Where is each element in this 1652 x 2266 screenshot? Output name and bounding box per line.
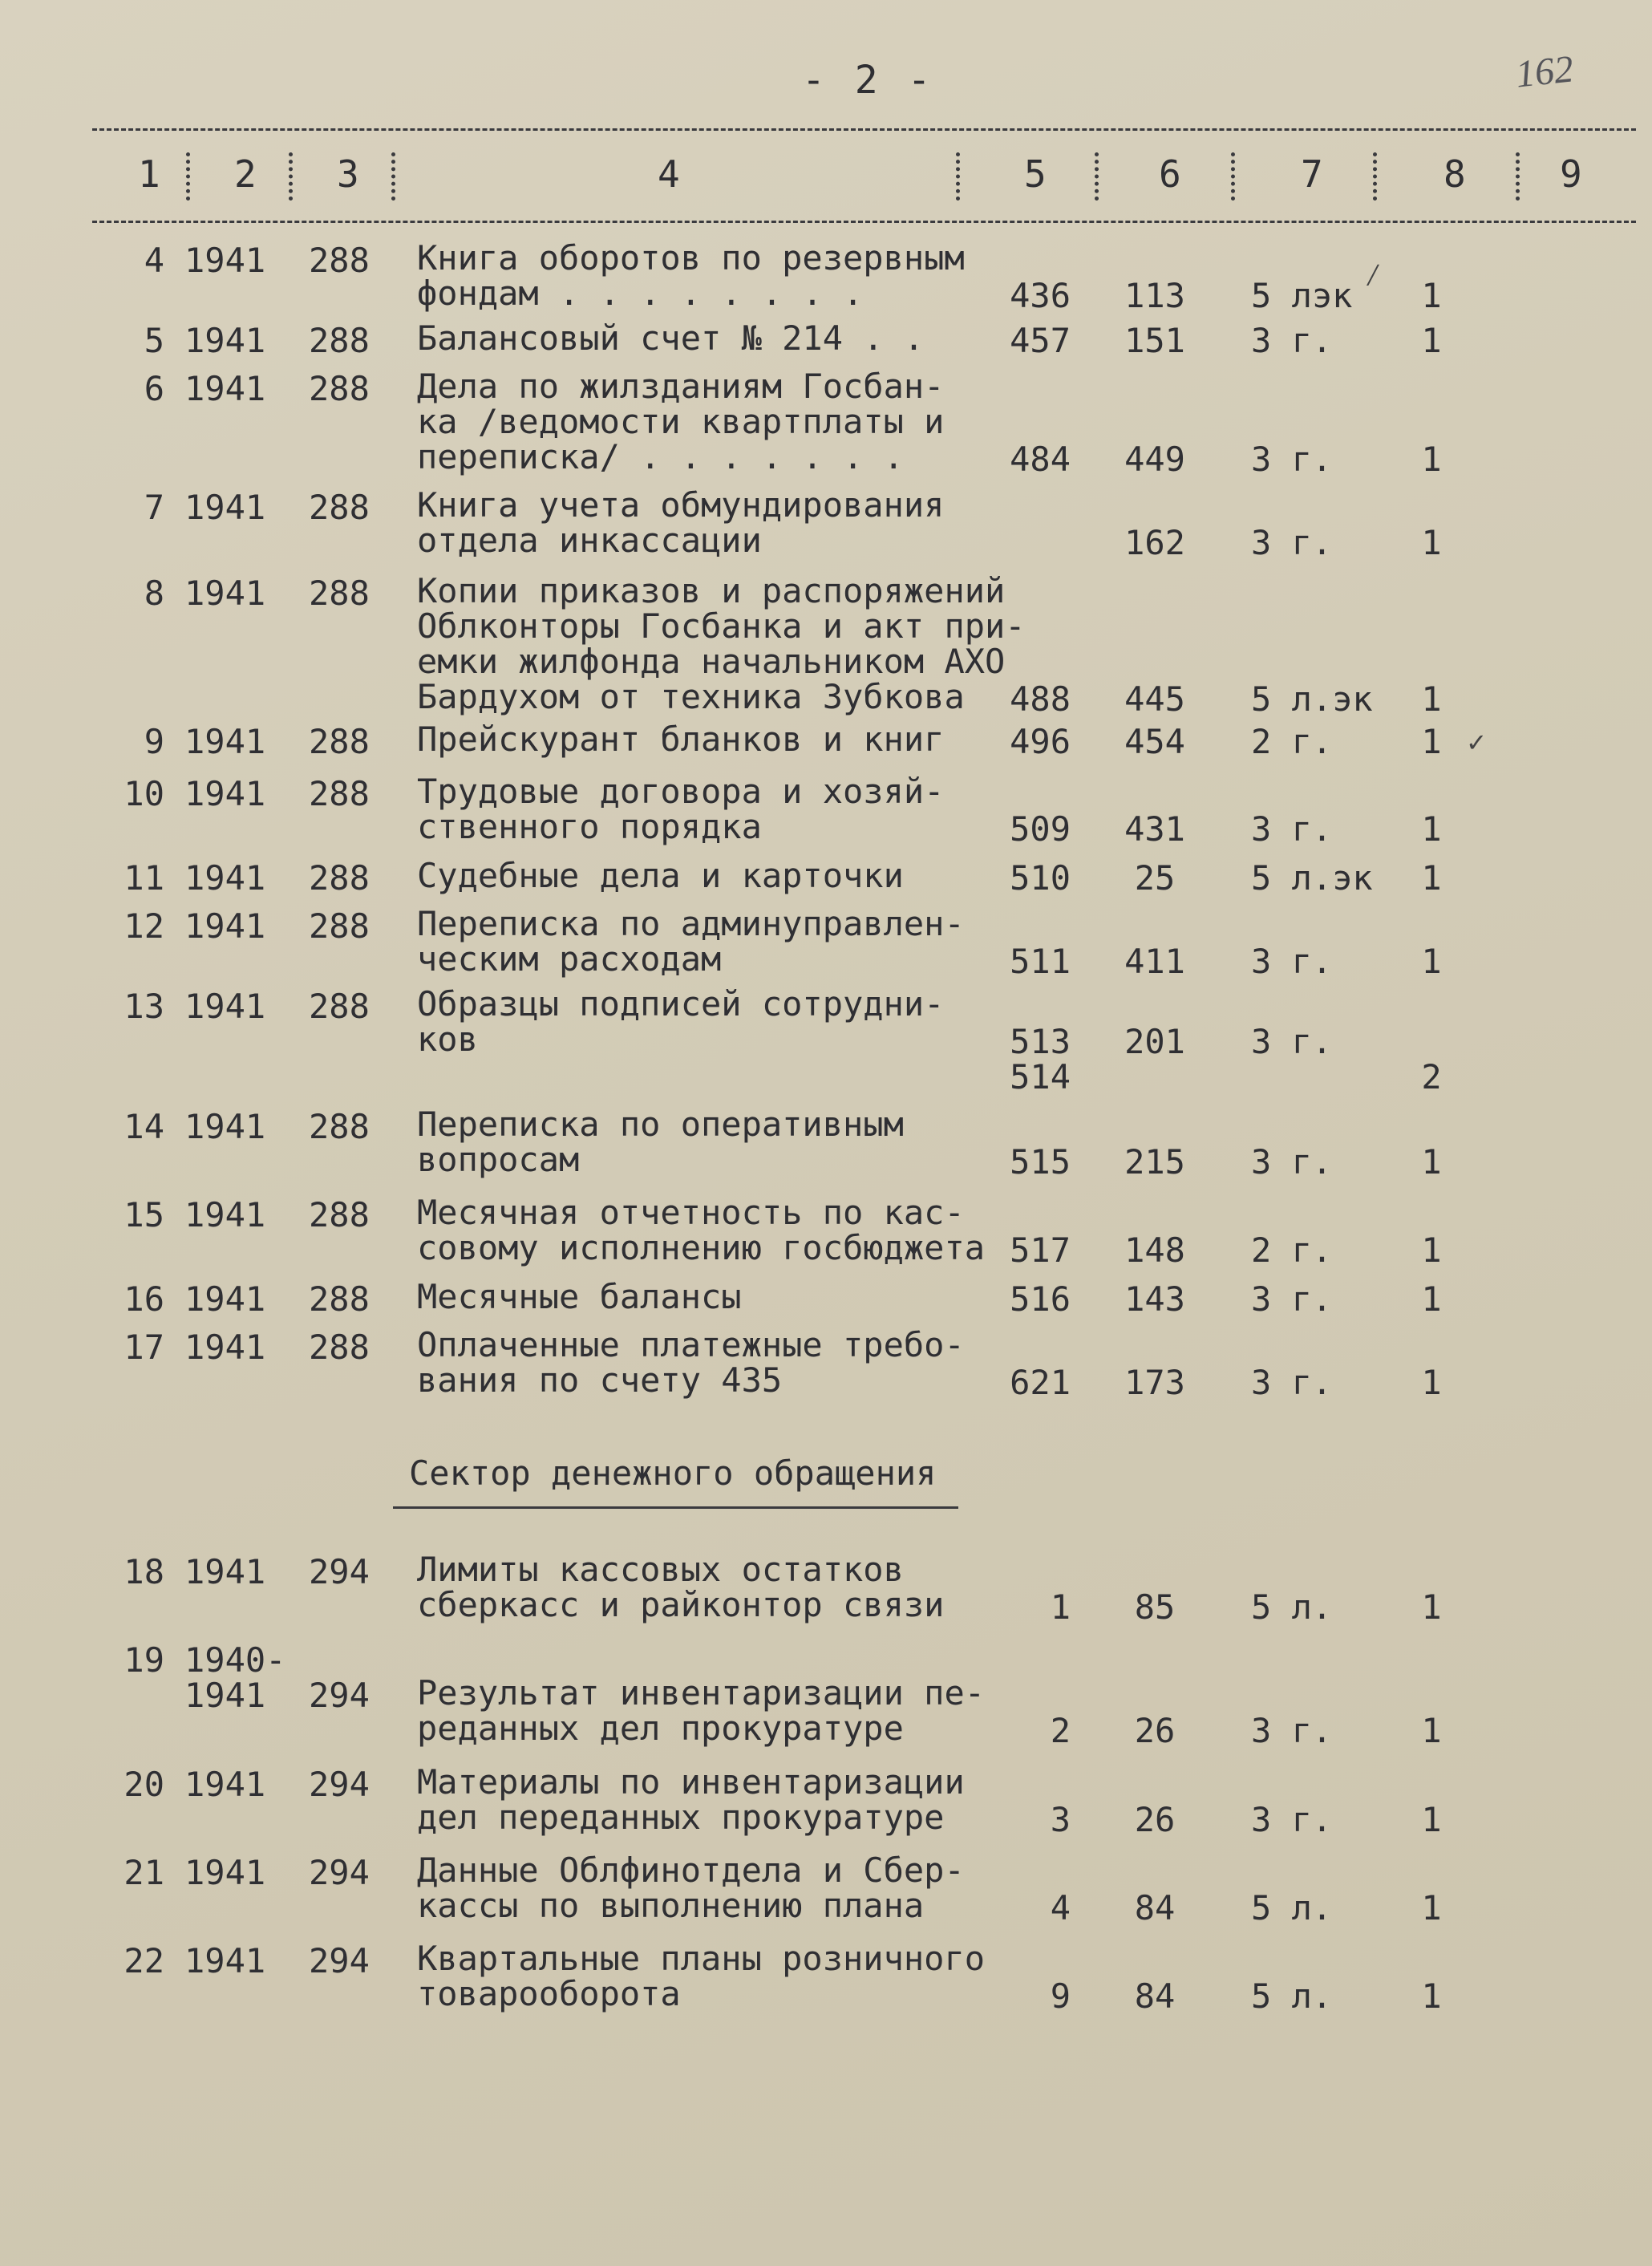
description-line: Дела по жилзданиям Госбан- — [417, 367, 945, 406]
row-number: 21 — [123, 1853, 164, 1892]
row-sheet-count: 201 — [1124, 1022, 1185, 1061]
row-description — [417, 1762, 965, 1837]
row-fond: 294 — [309, 1765, 370, 1804]
row-description — [417, 318, 925, 358]
tick-mark-icon: ⁄ — [1363, 257, 1383, 294]
row-copies: 1 — [1421, 679, 1442, 719]
row-number: 6 — [144, 369, 164, 408]
description-line: Копии приказов и распоряжений — [417, 571, 1006, 610]
row-copies: 1 — [1421, 1800, 1442, 1839]
row-sheet-count: 215 — [1124, 1142, 1185, 1182]
row-retention: 5 л. — [1251, 1888, 1333, 1928]
description-line: ственного порядка — [417, 807, 762, 846]
description-line: Балансовый счет № 214 . . — [417, 318, 925, 358]
row-sheet-start: 513 — [1010, 1022, 1071, 1061]
row-number: 11 — [123, 858, 164, 898]
description-line: Лимиты кассовых остатков — [417, 1550, 904, 1589]
row-sheet-count: 445 — [1124, 679, 1185, 719]
row-sheet-start: 1 — [1050, 1587, 1071, 1627]
header-top-rule — [92, 128, 1636, 131]
header-bottom-rule — [92, 221, 1636, 223]
description-line: товарооборота — [417, 1974, 681, 2013]
row-retention: 3 г. — [1251, 440, 1333, 479]
description-line: емки жилфонда начальником АХО — [417, 642, 1006, 681]
row-description — [417, 1107, 904, 1178]
description-line: Образцы подписей сотрудни- — [417, 984, 945, 1024]
row-year: 1941 — [184, 1941, 266, 1980]
row-description — [417, 1325, 965, 1400]
description-line: Месячные балансы — [417, 1277, 742, 1316]
description-line: Книга оборотов по резервным — [417, 238, 965, 278]
row-number: 5 — [144, 321, 164, 360]
row-number: 15 — [123, 1195, 164, 1234]
row-retention: 3 г. — [1251, 1142, 1333, 1182]
row-sheet-count: 84 — [1134, 1976, 1176, 2016]
column-separator — [289, 152, 293, 201]
row-number: 13 — [123, 987, 164, 1026]
row-retention: 3 г. — [1251, 1279, 1333, 1319]
row-sheet-count: 162 — [1124, 523, 1185, 562]
row-retention: 3 г. — [1251, 523, 1333, 562]
description-line: Данные Облфинотдела и Сбер- — [417, 1850, 965, 1890]
row-description — [417, 1279, 742, 1315]
row-sheet-end: 514 — [1010, 1057, 1071, 1097]
row-fond: 294 — [309, 1676, 370, 1715]
description-line: Квартальные планы розничного — [417, 1939, 986, 1978]
row-copies: 2 — [1421, 1057, 1442, 1097]
row-number: 16 — [123, 1279, 164, 1319]
row-year: 1941 — [184, 241, 266, 280]
row-sheet-count: 85 — [1134, 1587, 1176, 1627]
description-line: совому исполнению госбюджета — [417, 1228, 986, 1267]
row-retention: 5 л. — [1251, 1587, 1333, 1627]
row-sheet-start: 436 — [1010, 276, 1071, 315]
description-line: ка /ведомости квартплаты и — [417, 402, 945, 441]
column-separator — [1095, 152, 1099, 201]
row-year: 1941 — [184, 906, 266, 946]
row-copies: 1 — [1421, 858, 1442, 898]
row-copies: 1 — [1421, 942, 1442, 981]
row-copies: 1 — [1421, 1142, 1442, 1182]
row-fond: 294 — [309, 1552, 370, 1591]
row-sheet-start: 2 — [1050, 1711, 1071, 1750]
description-line: Судебные дела и карточки — [417, 856, 904, 895]
row-year: 1941 — [184, 722, 266, 761]
row-fond: 288 — [309, 722, 370, 761]
row-retention: 3 г. — [1251, 809, 1333, 849]
row-sheet-count: 173 — [1124, 1363, 1185, 1402]
column-header-7: 7 — [1301, 152, 1323, 196]
row-sheet-count: 431 — [1124, 809, 1185, 849]
column-header-6: 6 — [1159, 152, 1181, 196]
row-fond: 288 — [309, 906, 370, 946]
row-fond: 288 — [309, 987, 370, 1026]
row-retention: 5 л.эк — [1251, 858, 1373, 898]
row-sheet-start: 488 — [1010, 679, 1071, 719]
row-year: 1941 — [184, 574, 266, 613]
row-sheet-count: 454 — [1124, 722, 1185, 761]
row-fond: 294 — [309, 1941, 370, 1980]
row-number: 19 — [123, 1640, 164, 1680]
row-number: 8 — [144, 574, 164, 613]
description-line: ческим расходам — [417, 939, 722, 979]
row-description — [417, 774, 944, 845]
row-fond: 288 — [309, 574, 370, 613]
column-header-8: 8 — [1443, 152, 1466, 196]
row-fond: 288 — [309, 241, 370, 280]
row-retention: 2 г. — [1251, 1230, 1333, 1270]
row-year: 1941 — [184, 774, 266, 813]
row-description — [417, 485, 945, 560]
row-description — [417, 1673, 986, 1748]
column-header-2: 2 — [234, 152, 257, 196]
row-retention: 3 г. — [1251, 1800, 1333, 1839]
row-year: 1941 — [184, 987, 266, 1026]
row-description — [417, 1941, 985, 2012]
description-line: Книга учета обмундирования — [417, 485, 945, 525]
row-number: 17 — [123, 1328, 164, 1367]
row-description — [417, 369, 944, 475]
section-title: Сектор денежного обращения — [409, 1453, 937, 1493]
row-number: 18 — [123, 1552, 164, 1591]
row-fond: 288 — [309, 369, 370, 408]
row-fond: 294 — [309, 1853, 370, 1892]
description-line: отдела инкассации — [417, 521, 762, 560]
row-year: 1941 — [184, 1328, 266, 1367]
column-separator — [186, 152, 190, 201]
row-copies: 1 — [1421, 276, 1442, 315]
description-line: ков — [417, 1019, 478, 1059]
row-fond: 288 — [309, 321, 370, 360]
check-mark-icon: ✓ — [1468, 726, 1485, 759]
row-year: 1941 — [184, 369, 266, 408]
row-retention: 5 л. — [1251, 1976, 1333, 2016]
row-retention: 3 г. — [1251, 1022, 1333, 1061]
description-line: сберкасс и райконтор связи — [417, 1585, 945, 1624]
row-description — [417, 1195, 985, 1266]
row-year: 1941 — [184, 1107, 266, 1146]
row-sheet-start: 510 — [1010, 858, 1071, 898]
row-number: 10 — [123, 774, 164, 813]
row-fond: 288 — [309, 1107, 370, 1146]
row-sheet-start: 496 — [1010, 722, 1071, 761]
column-header-9: 9 — [1560, 152, 1582, 196]
column-separator — [391, 152, 395, 201]
row-year: 1941 — [184, 1853, 266, 1892]
description-line: Трудовые договора и хозяй- — [417, 772, 945, 811]
row-number: 14 — [123, 1107, 164, 1146]
row-description — [417, 238, 965, 313]
column-header-row — [0, 152, 1652, 201]
row-year: 1941 — [184, 1195, 266, 1234]
row-copies: 1 — [1421, 1976, 1442, 2016]
row-year: 1941 — [184, 1279, 266, 1319]
column-separator — [1373, 152, 1377, 201]
row-number: 7 — [144, 488, 164, 527]
row-retention: 2 г. — [1251, 722, 1333, 761]
row-sheet-count: 148 — [1124, 1230, 1185, 1270]
row-number: 4 — [144, 241, 164, 280]
row-sheet-start: 457 — [1010, 321, 1071, 360]
row-number: 22 — [123, 1941, 164, 1980]
column-separator — [1231, 152, 1235, 201]
row-sheet-count: 84 — [1134, 1888, 1176, 1928]
row-retention: 3 г. — [1251, 1363, 1333, 1402]
description-line: Результат инвентаризации пе- — [417, 1673, 986, 1713]
row-retention: 5 лэк — [1251, 276, 1353, 315]
row-fond: 288 — [309, 488, 370, 527]
description-line: дел переданных прокуратуре — [417, 1798, 945, 1837]
row-copies: 1 — [1421, 722, 1442, 761]
row-fond: 288 — [309, 858, 370, 898]
row-year: 1941 — [184, 1552, 266, 1591]
row-retention: 3 г. — [1251, 321, 1333, 360]
row-year: 1941 — [184, 858, 266, 898]
row-sheet-start: 516 — [1010, 1279, 1071, 1319]
description-line: Материалы по инвентаризации — [417, 1762, 965, 1802]
description-line: Месячная отчетность по кас- — [417, 1193, 965, 1232]
row-sheet-start: 9 — [1050, 1976, 1071, 2016]
description-line: Прейскурант бланков и книг — [417, 720, 945, 759]
row-description — [417, 906, 965, 977]
row-sheet-start: 517 — [1010, 1230, 1071, 1270]
row-sheet-count: 411 — [1124, 942, 1185, 981]
row-year: 1940- — [184, 1640, 286, 1680]
row-copies: 1 — [1421, 440, 1442, 479]
row-fond: 288 — [309, 1195, 370, 1234]
row-sheet-count: 26 — [1134, 1711, 1176, 1750]
archive-sheet-mark: 162 — [1513, 47, 1576, 96]
description-line: Переписка по оперативным — [417, 1105, 904, 1144]
description-line: фондам . . . . . . . . — [417, 274, 864, 313]
row-retention: 5 л.эк — [1251, 679, 1373, 719]
row-copies: 1 — [1421, 809, 1442, 849]
row-copies: 1 — [1421, 1279, 1442, 1319]
page-number: - 2 - — [802, 58, 934, 103]
row-year: 1941 — [184, 321, 266, 360]
column-header-1: 1 — [138, 152, 160, 196]
row-sheet-start: 4 — [1050, 1888, 1071, 1928]
column-separator — [1516, 152, 1520, 201]
description-line: кассы по выполнению плана — [417, 1886, 925, 1925]
row-sheet-start: 509 — [1010, 809, 1071, 849]
column-header-5: 5 — [1024, 152, 1047, 196]
row-fond: 288 — [309, 1279, 370, 1319]
row-sheet-count: 143 — [1124, 1279, 1185, 1319]
row-description — [417, 984, 945, 1059]
row-retention: 3 г. — [1251, 942, 1333, 981]
row-description — [417, 571, 1026, 716]
column-separator — [956, 152, 960, 201]
description-line: Оплаченные платежные требо- — [417, 1325, 965, 1364]
description-line: вания по счету 435 — [417, 1360, 783, 1400]
row-fond: 288 — [309, 1328, 370, 1367]
row-retention: 3 г. — [1251, 1711, 1333, 1750]
row-sheet-count: 26 — [1134, 1800, 1176, 1839]
section-underline — [393, 1506, 958, 1509]
row-copies: 1 — [1421, 523, 1442, 562]
row-copies: 1 — [1421, 1888, 1442, 1928]
row-sheet-start: 515 — [1010, 1142, 1071, 1182]
row-year: 1941 — [184, 1676, 266, 1715]
row-copies: 1 — [1421, 1230, 1442, 1270]
row-description — [417, 1850, 965, 1925]
description-line: Переписка по админуправлен- — [417, 904, 965, 943]
row-sheet-start: 3 — [1050, 1800, 1071, 1839]
row-year: 1941 — [184, 1765, 266, 1804]
row-sheet-count: 449 — [1124, 440, 1185, 479]
row-sheet-count: 113 — [1124, 276, 1185, 315]
description-line: вопросам — [417, 1140, 580, 1179]
row-copies: 1 — [1421, 1587, 1442, 1627]
row-sheet-start: 484 — [1010, 440, 1071, 479]
row-number: 9 — [144, 722, 164, 761]
description-line: Облконторы Госбанка и акт при- — [417, 606, 1026, 646]
row-number: 12 — [123, 906, 164, 946]
row-number: 20 — [123, 1765, 164, 1804]
row-description — [417, 1552, 944, 1623]
row-copies: 1 — [1421, 1711, 1442, 1750]
row-sheet-count: 151 — [1124, 321, 1185, 360]
row-year: 1941 — [184, 488, 266, 527]
row-description — [417, 722, 944, 757]
row-description — [417, 858, 904, 894]
column-header-3: 3 — [337, 152, 359, 196]
row-copies: 1 — [1421, 1363, 1442, 1402]
column-header-4: 4 — [658, 152, 680, 196]
row-sheet-start: 511 — [1010, 942, 1071, 981]
row-copies: 1 — [1421, 321, 1442, 360]
row-fond: 288 — [309, 774, 370, 813]
row-sheet-count: 25 — [1134, 858, 1176, 898]
row-sheet-start: 621 — [1010, 1363, 1071, 1402]
description-line: реданных дел прокуратуре — [417, 1709, 904, 1748]
description-line: Бардухом от техника Зубкова — [417, 677, 965, 716]
description-line: переписка/ . . . . . . . — [417, 437, 904, 476]
